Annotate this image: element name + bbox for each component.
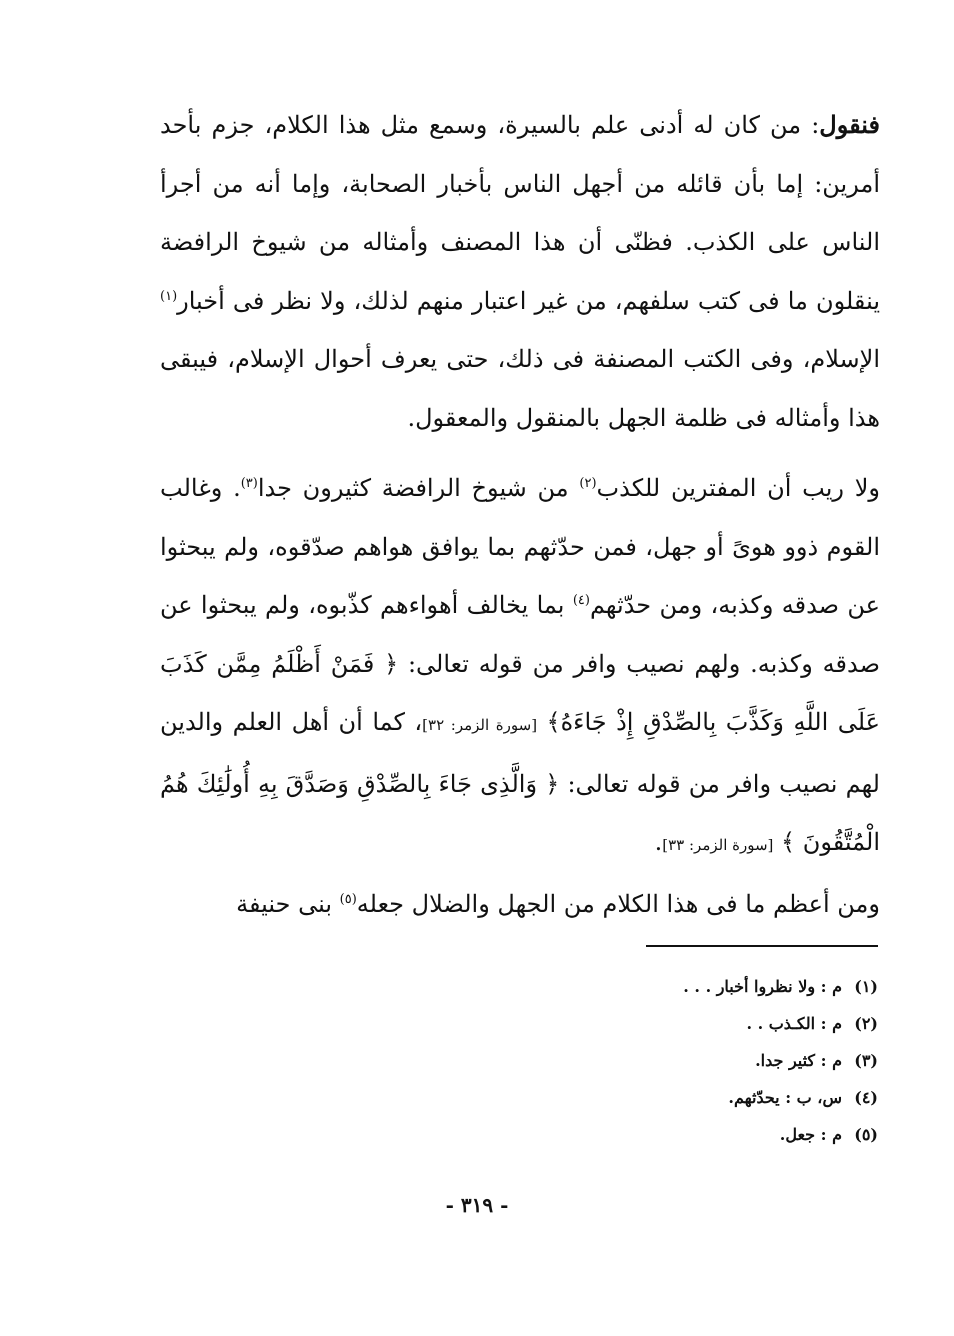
quran-reference-2: [سورة الزمر: ٣٣] (662, 836, 774, 854)
footnote: (٣)م : كثير جدا. (755, 1051, 878, 1070)
footnote-marker-2: (٢) (579, 476, 597, 491)
footnote-marker-3: (٣) (240, 476, 258, 491)
paragraph-2: ولا ريب أن المفترين للكذب$^{(٢)}$ من شيوخ الرافضة كثيرون جدا$^{(٣)}$. وغالب القوم ذوو هوىً أو جهل، فمن حدّثهم بما يوافق هواهم صدّقوه، ولم يبحثوا عن صدقه وكذبه، ومن حدّثهم$^{(٤)}$ بما يخالف أهواءهم كذّبوه، ولم يبحثوا عن صدقه وكذبه. ولهم نصيب وافر من قوله تعالى: ﴿ فَمَنْ أَظْلَمُ مِمَّن كَذَبَ عَلَى اللَّهِ وَكَذَّبَ بِالصِّدْقِ إِذْ جَاءَهُ﴾ [سورة الزمر: ٣٢]، كما أن أهل العلم والدين لهم نصيب وافر من قوله تعالى: ﴿ وَالَّذِى جَاءَ بِالصِّدْقِ وَصَدَّقَ بِهِ أُولَٰئِكَ هُمُ الْمُتَّقُونَ ﴾ [سورة الزمر: ٣٣]. (160, 474, 881, 856)
paragraph-1: فنقول: من كان له أدنى علم بالسيرة، وسمع مثل هذا الكلام، جزم بأحد أمرين: إما بأن قائله من أجهل الناس بأخبار الصحابة، وإما أنه من أجرأ الناس على الكذب. فظنّى أن هذا المصنف وأمثاله من شيوخ الرافضة ينقلون ما فى كتب سلفهم، من غير اعتبار منهم لذلك، ولا نظر فى أخبار$^{(١)}$ الإسلام، وفى الكتب المصنفة فى ذلك، حتى يعرف أحوال الإسلام، فيبقى هذا وأمثاله فى ظلمة الجهل بالمنقول والمعقول. (160, 110, 881, 432)
page-number: - ٣١٩ - (445, 1193, 509, 1217)
main-text (160, 96, 880, 933)
footnote: (٥)م : جعل. (779, 1125, 878, 1144)
footnote: (١)م : ولا نظروا أخبار . . . (683, 977, 878, 996)
paragraph-3: ومن أعظم ما فى هذا الكلام من الجهل والضلال جعله$^{(٥)}$ بنى حنيفة (236, 889, 880, 918)
footnote-marker-5: (٥) (339, 891, 357, 907)
footnote: (٢)م : الكـذب . . (746, 1014, 878, 1033)
lead-word: فنقول (819, 110, 880, 139)
footnotes (560, 968, 878, 1153)
quran-reference-1: [سورة الزمر: ٣٢] (422, 716, 538, 734)
footnote-marker-4: (٤) (572, 593, 590, 608)
footnote-marker-1: (١) (160, 288, 178, 304)
footnote: (٤)س، ب : يحدّثهم. (728, 1088, 878, 1107)
footnote-divider (646, 945, 878, 947)
